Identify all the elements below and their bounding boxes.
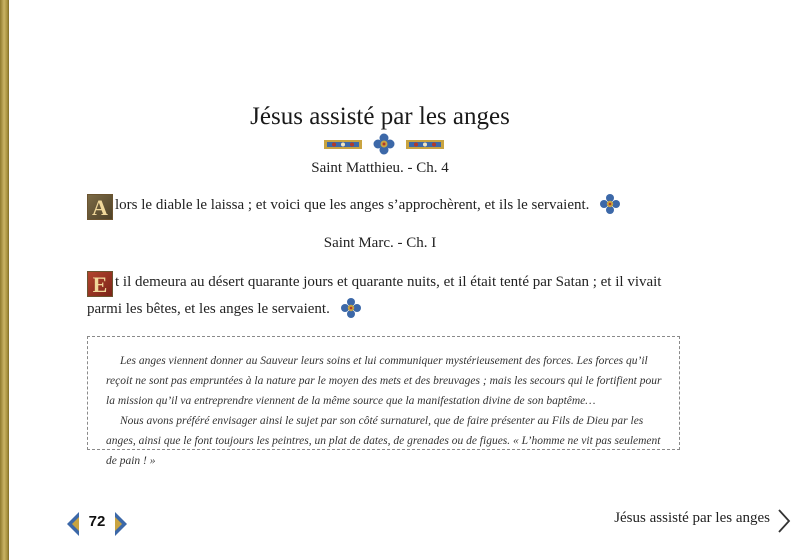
commentary-box [87, 336, 680, 467]
source-matthew: Saint Matthieu. - Ch. 4 [311, 160, 449, 176]
page-number: 72 [88, 513, 106, 530]
ornament-icon [324, 133, 444, 155]
commentary-paragraph-1: Les anges viennent donner au Sauveur leurs soins et lui communiquer mystérieusement des forces. Les forces qu’il reçoit ne sont pas empruntées à la nature par le moyen des mets et des breuvages ; mais les secours qui le fortifient pour la mission qu’il va entreprendre viennent de la même source que la manifestation divine de son baptême… [106, 355, 662, 407]
dropcap-e: E [87, 271, 113, 297]
source-mark: Saint Marc. - Ch. I [323, 235, 437, 251]
verse-mark [87, 270, 687, 321]
flower-ornament-icon [340, 297, 362, 319]
dropcap-a: A [87, 194, 113, 220]
page-title: Jésus assisté par les anges [250, 103, 510, 130]
verse-matthew-text: lors le diable le laissa ; et voici que les anges s’approchèrent, et ils le servaient. [115, 197, 590, 213]
verse-mark-text: t il demeura au désert quarante jours et quarante nuits, et il était tenté par Satan ; et il vivait parmi les bêtes, et les anges le servaient. [87, 274, 662, 317]
running-title: Jésus assisté par les anges [614, 510, 770, 526]
commentary-paragraph-2: Nous avons préféré envisager ainsi le sujet par son côté surnaturel, que de faire présenter au Fils de Dieu par les anges, ainsi que le font toujours les peintres, un plat de dates, de grenades ou de figues. « L’homme ne vit pas seulement de pain ! » [106, 415, 661, 467]
flower-ornament-icon [599, 193, 621, 215]
verse-matthew [87, 193, 687, 220]
page-number-badge[interactable] [66, 512, 128, 536]
chevron-right-icon[interactable] [776, 508, 792, 534]
gold-page-edge [0, 0, 9, 560]
prev-page-icon[interactable] [66, 512, 80, 536]
next-page-ornament-icon[interactable] [114, 512, 128, 536]
